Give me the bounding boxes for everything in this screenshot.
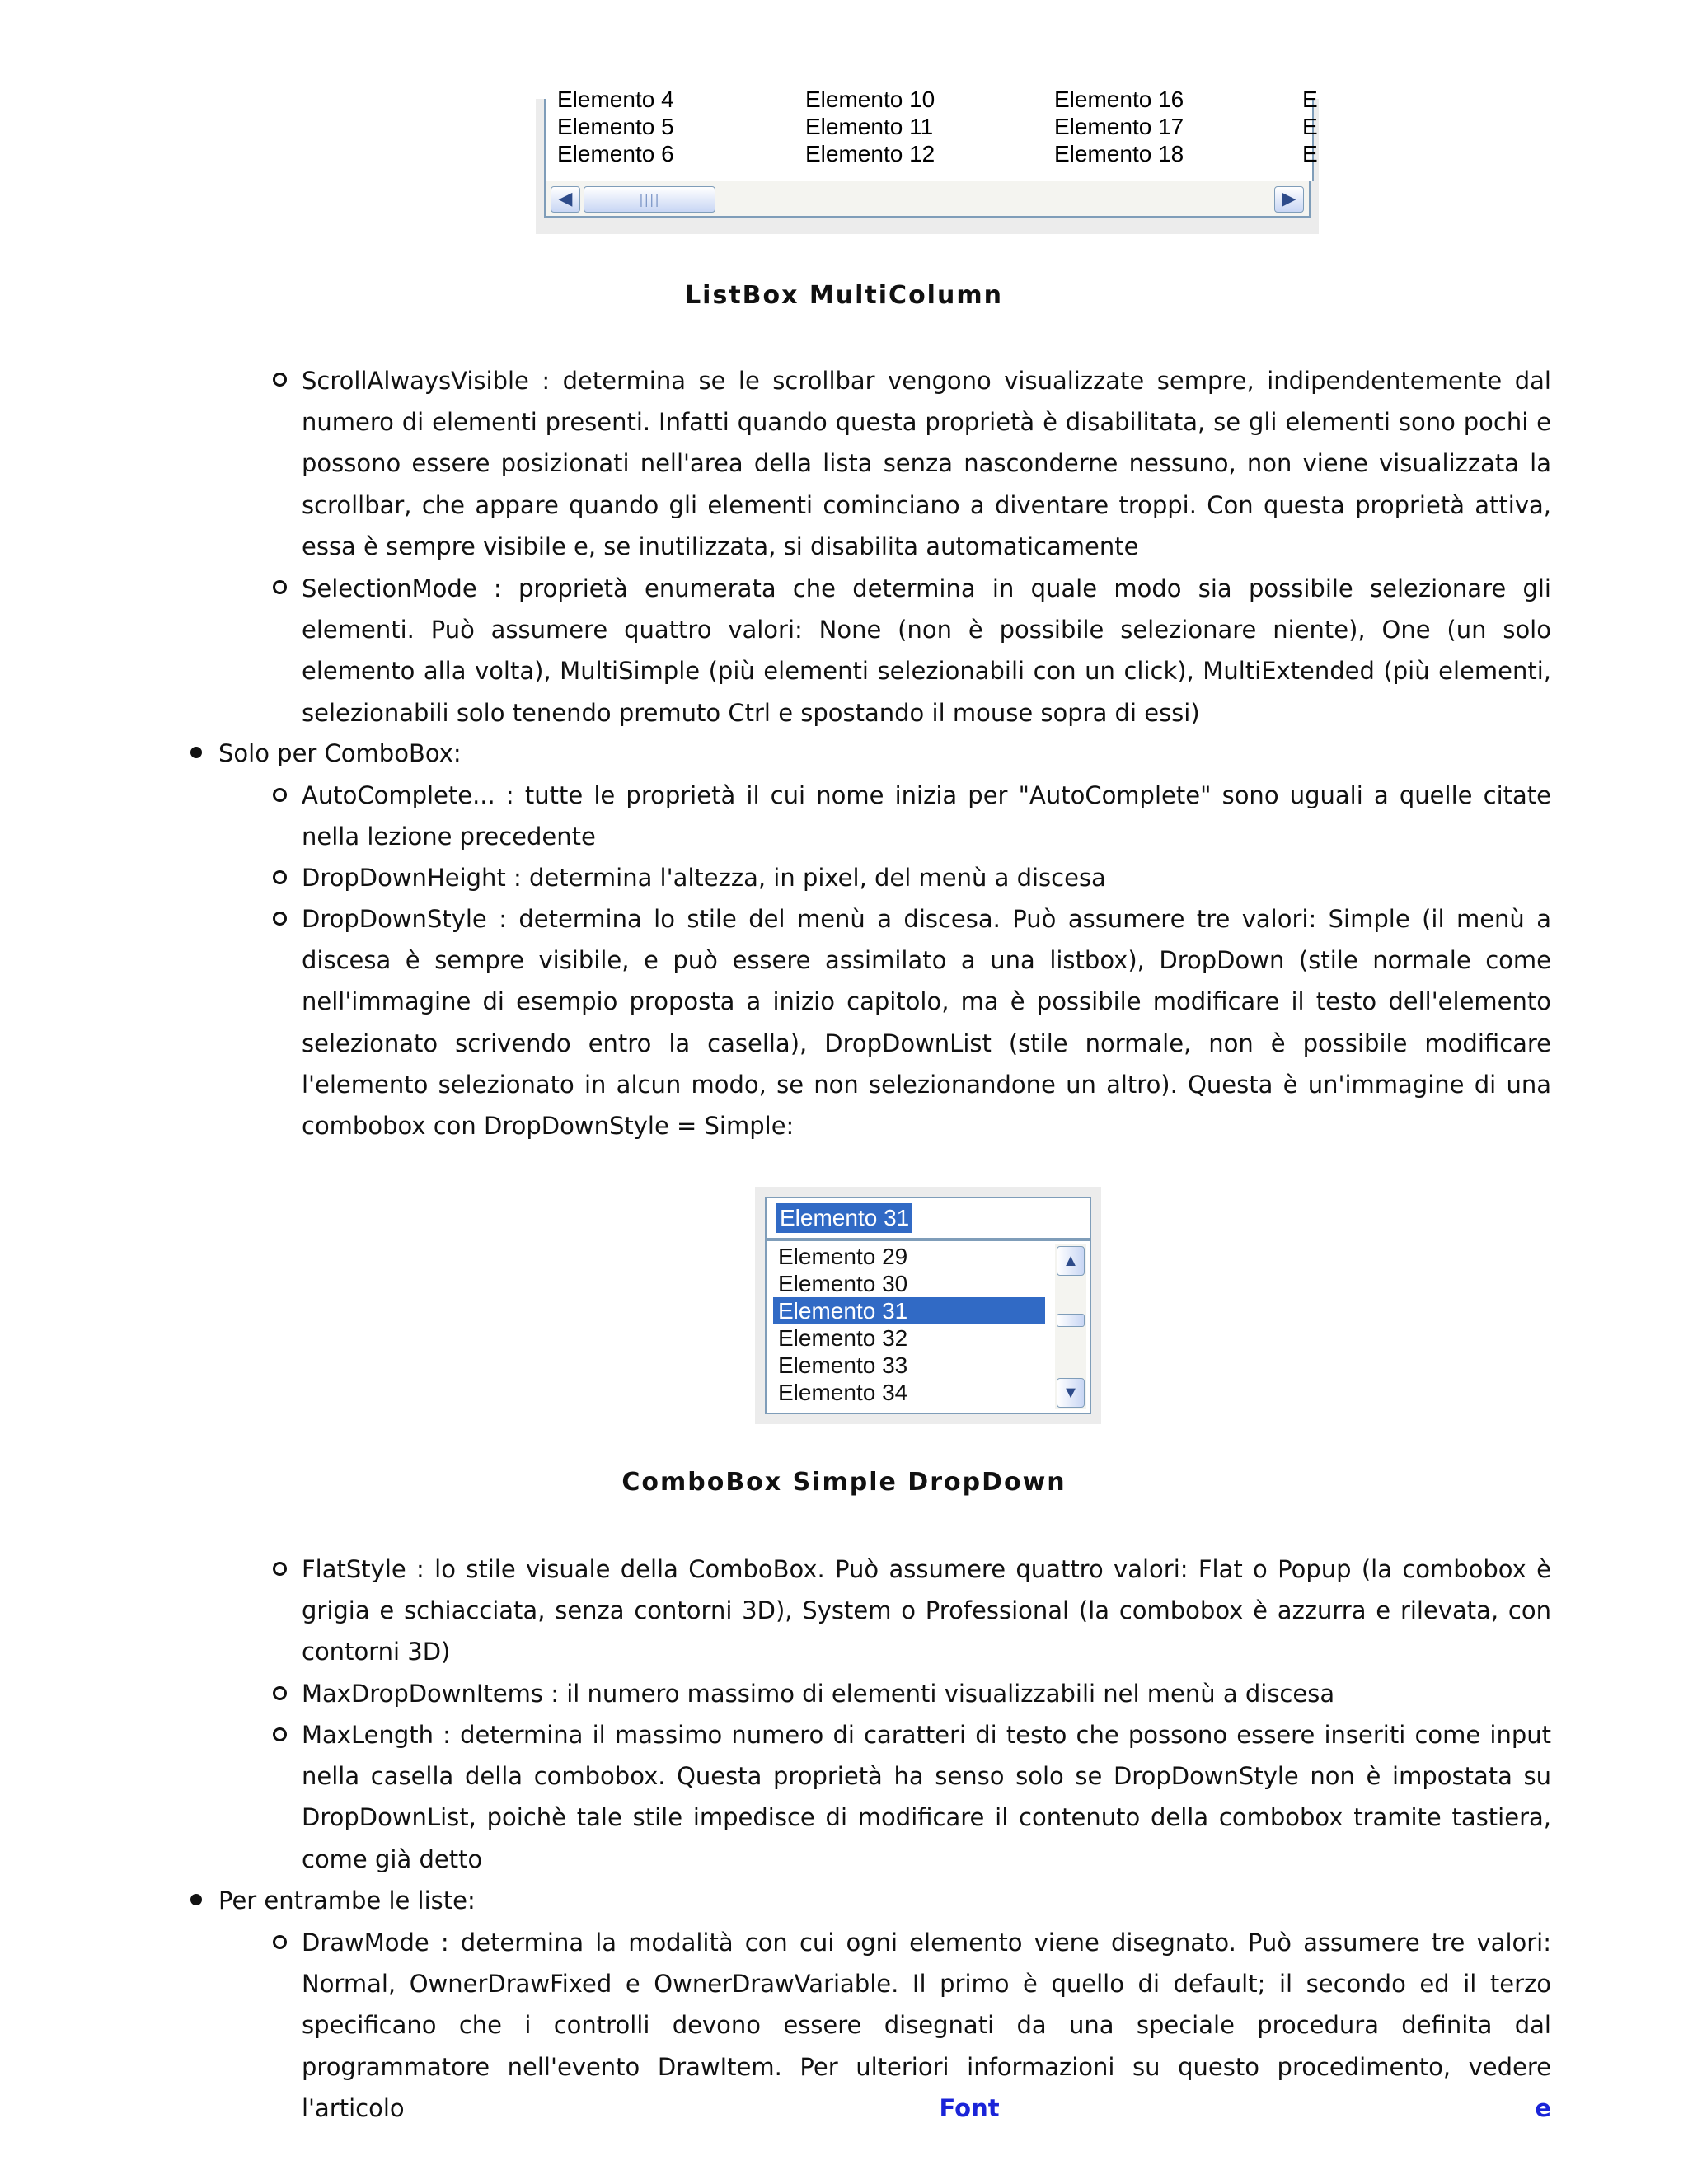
arrow-down-icon: ▼ bbox=[1062, 1384, 1079, 1402]
list-item[interactable]: Elemento 17 bbox=[1054, 114, 1184, 139]
bullet-open-icon bbox=[273, 870, 287, 884]
paragraph-dropdownstyle: DropDownStyle : determina lo stile del menù a discesa. Può assumere tre valori: Simple (il menù a discesa è sempre visibile, e può essere assimilato a una listbox), DropDown (stile normale come nell'immagine di esempio proposta a inizio capitolo, ma è possibile modificare il testo dell'elemento selezionato scrivendo entro la casella), DropDownList (stile normale, non è possibile modificare l'elemento selezionato in alcun modo, se non selezionandone un altro). Questa è un'immagine di una combobox con DropDownStyle = Simple: bbox=[302, 905, 1551, 1141]
paragraph-dropdownheight: DropDownHeight : determina l'altezza, in pixel, del menù a discesa bbox=[302, 864, 1106, 892]
list-item[interactable]: Elemento 34 bbox=[778, 1380, 908, 1405]
list-item[interactable]: Elemento 4 bbox=[557, 87, 674, 112]
list-item[interactable]: Elemento 6 bbox=[557, 141, 674, 166]
scroll-left-button[interactable] bbox=[551, 186, 580, 213]
list-item[interactable]: Elemento 16 bbox=[1054, 87, 1184, 112]
scrollbar-thumb[interactable] bbox=[1057, 1314, 1085, 1327]
heading-both-lists: Per entrambe le liste: bbox=[218, 1886, 476, 1915]
bullet-open-icon bbox=[273, 1562, 287, 1576]
paragraph-flatstyle: FlatStyle : lo stile visuale della ComboBox. Può assumere quattro valori: Flat o Popup (la combobox è grigia e schiacciata, senza contorni 3D), System o Professional (la combobox è azzurra e rilevata, con contorni 3D) bbox=[302, 1555, 1551, 1666]
list-item[interactable]: E bbox=[1302, 87, 1318, 112]
bullet-open-icon bbox=[273, 1727, 287, 1741]
vertical-scrollbar[interactable] bbox=[1055, 1244, 1086, 1409]
list-item[interactable]: Elemento 10 bbox=[805, 87, 935, 112]
figure-caption: ComboBox Simple DropDown bbox=[621, 1468, 1067, 1497]
scrollbar-thumb[interactable] bbox=[584, 186, 715, 213]
listbox-column bbox=[805, 86, 935, 167]
listbox-column bbox=[557, 86, 674, 167]
figure-caption: ListBox MultiColumn bbox=[685, 281, 1003, 310]
list-item[interactable]: E bbox=[1302, 114, 1318, 139]
bullet-open-icon bbox=[273, 1686, 287, 1700]
paragraph-maxdropdownitems: MaxDropDownItems : il numero massimo di elementi visualizzabili nel menù a discesa bbox=[302, 1680, 1335, 1708]
list-item[interactable]: Elemento 11 bbox=[805, 114, 934, 139]
combobox-simple-figure bbox=[755, 1187, 1101, 1424]
horizontal-scrollbar[interactable] bbox=[544, 181, 1311, 218]
font-article-link[interactable]: Font e bbox=[939, 2093, 1551, 2122]
list-item[interactable]: Elemento 29 bbox=[778, 1244, 908, 1269]
list-item[interactable]: Elemento 30 bbox=[778, 1271, 908, 1296]
arrow-left-icon: ◀ bbox=[558, 189, 573, 209]
list-item[interactable]: Elemento 18 bbox=[1054, 141, 1184, 166]
list-item[interactable]: E bbox=[1302, 141, 1318, 166]
bullet-open-icon bbox=[273, 912, 287, 926]
bullet-open-icon bbox=[273, 788, 287, 802]
paragraph-scrollalwaysvisible: ScrollAlwaysVisible : determina se le scrollbar vengono visualizzate sempre, indipendentemente dal numero di elementi presenti. Infatti quando questa proprietà è disabilitata, se gli elementi sono pochi e possono essere posizionati nell'area della lista senza nasconderne nessuno, non viene visualizzata la scrollbar, che appare quando gli elementi cominciano a diventare troppi. Con questa proprietà attiva, essa è sempre visibile e, se inutilizzata, si disabilita automaticamente bbox=[302, 367, 1551, 560]
drawmode-text: DrawMode : determina la modalità con cui ogni elemento viene disegnato. Può assumere tre valori: Normal, OwnerDrawFixed e OwnerDrawVariable. Il primo è quello di default; il secondo ed il terzo specificano che i controlli devono essere disegnati da una speciale procedura definita dal programmatore nell'evento DrawItem. Per ulteriori informazioni su questo procedimento, vedere l'articolo bbox=[302, 1929, 1551, 2122]
listbox-column bbox=[1054, 86, 1184, 167]
bullet-open-icon bbox=[273, 580, 287, 594]
bullet-open-icon bbox=[273, 373, 287, 387]
list-item[interactable]: Elemento 12 bbox=[805, 141, 935, 166]
paragraph-maxlength: MaxLength : determina il massimo numero di caratteri di testo che possono essere inseriti come input nella casella della combobox. Questa proprietà ha senso solo se DropDownStyle non è impostata su DropDownList, poichè tale stile impedisce di modificare il contenuto della combobox tramite tastiera, come già detto bbox=[302, 1721, 1551, 1873]
grip-icon: |||| bbox=[639, 191, 660, 207]
list-item[interactable]: Elemento 33 bbox=[778, 1352, 908, 1378]
bullet-filled-icon bbox=[190, 747, 202, 758]
combobox-text-input[interactable] bbox=[765, 1197, 1091, 1240]
scroll-right-button[interactable] bbox=[1274, 186, 1304, 213]
paragraph-autocomplete: AutoComplete... : tutte le proprietà il cui nome inizia per "AutoComplete" sono uguali a quelle citate nella lezione precedente bbox=[302, 781, 1551, 851]
combobox-list[interactable] bbox=[765, 1240, 1091, 1414]
arrow-up-icon: ▲ bbox=[1062, 1252, 1079, 1270]
listbox-multicolumn-figure bbox=[536, 87, 1319, 234]
list-item[interactable]: Elemento 5 bbox=[557, 114, 674, 139]
bullet-open-icon bbox=[273, 1935, 287, 1949]
scroll-down-button[interactable] bbox=[1057, 1378, 1085, 1408]
listbox-column bbox=[1302, 86, 1318, 167]
bullet-filled-icon bbox=[190, 1894, 202, 1905]
combobox-input-value: Elemento 31 bbox=[776, 1203, 912, 1233]
list-item[interactable]: Elemento 32 bbox=[778, 1325, 908, 1351]
list-item-selected[interactable]: Elemento 31 bbox=[773, 1297, 1045, 1324]
paragraph-drawmode bbox=[302, 1922, 1551, 2129]
arrow-right-icon: ▶ bbox=[1282, 189, 1296, 209]
scroll-up-button[interactable] bbox=[1057, 1246, 1085, 1276]
listbox-multicolumn[interactable] bbox=[544, 87, 1318, 181]
paragraph-selectionmode: SelectionMode : proprietà enumerata che determina in quale modo sia possibile selezionare gli elementi. Può assumere quattro valori: None (non è possibile selezionare niente), One (un solo elemento alla volta), MultiSimple (più elementi selezionabili con un click), MultiExtended (più elementi, selezionabili solo tenendo premuto Ctrl e spostando il mouse sopra di essi) bbox=[302, 574, 1551, 727]
heading-combobox: Solo per ComboBox: bbox=[218, 739, 462, 767]
